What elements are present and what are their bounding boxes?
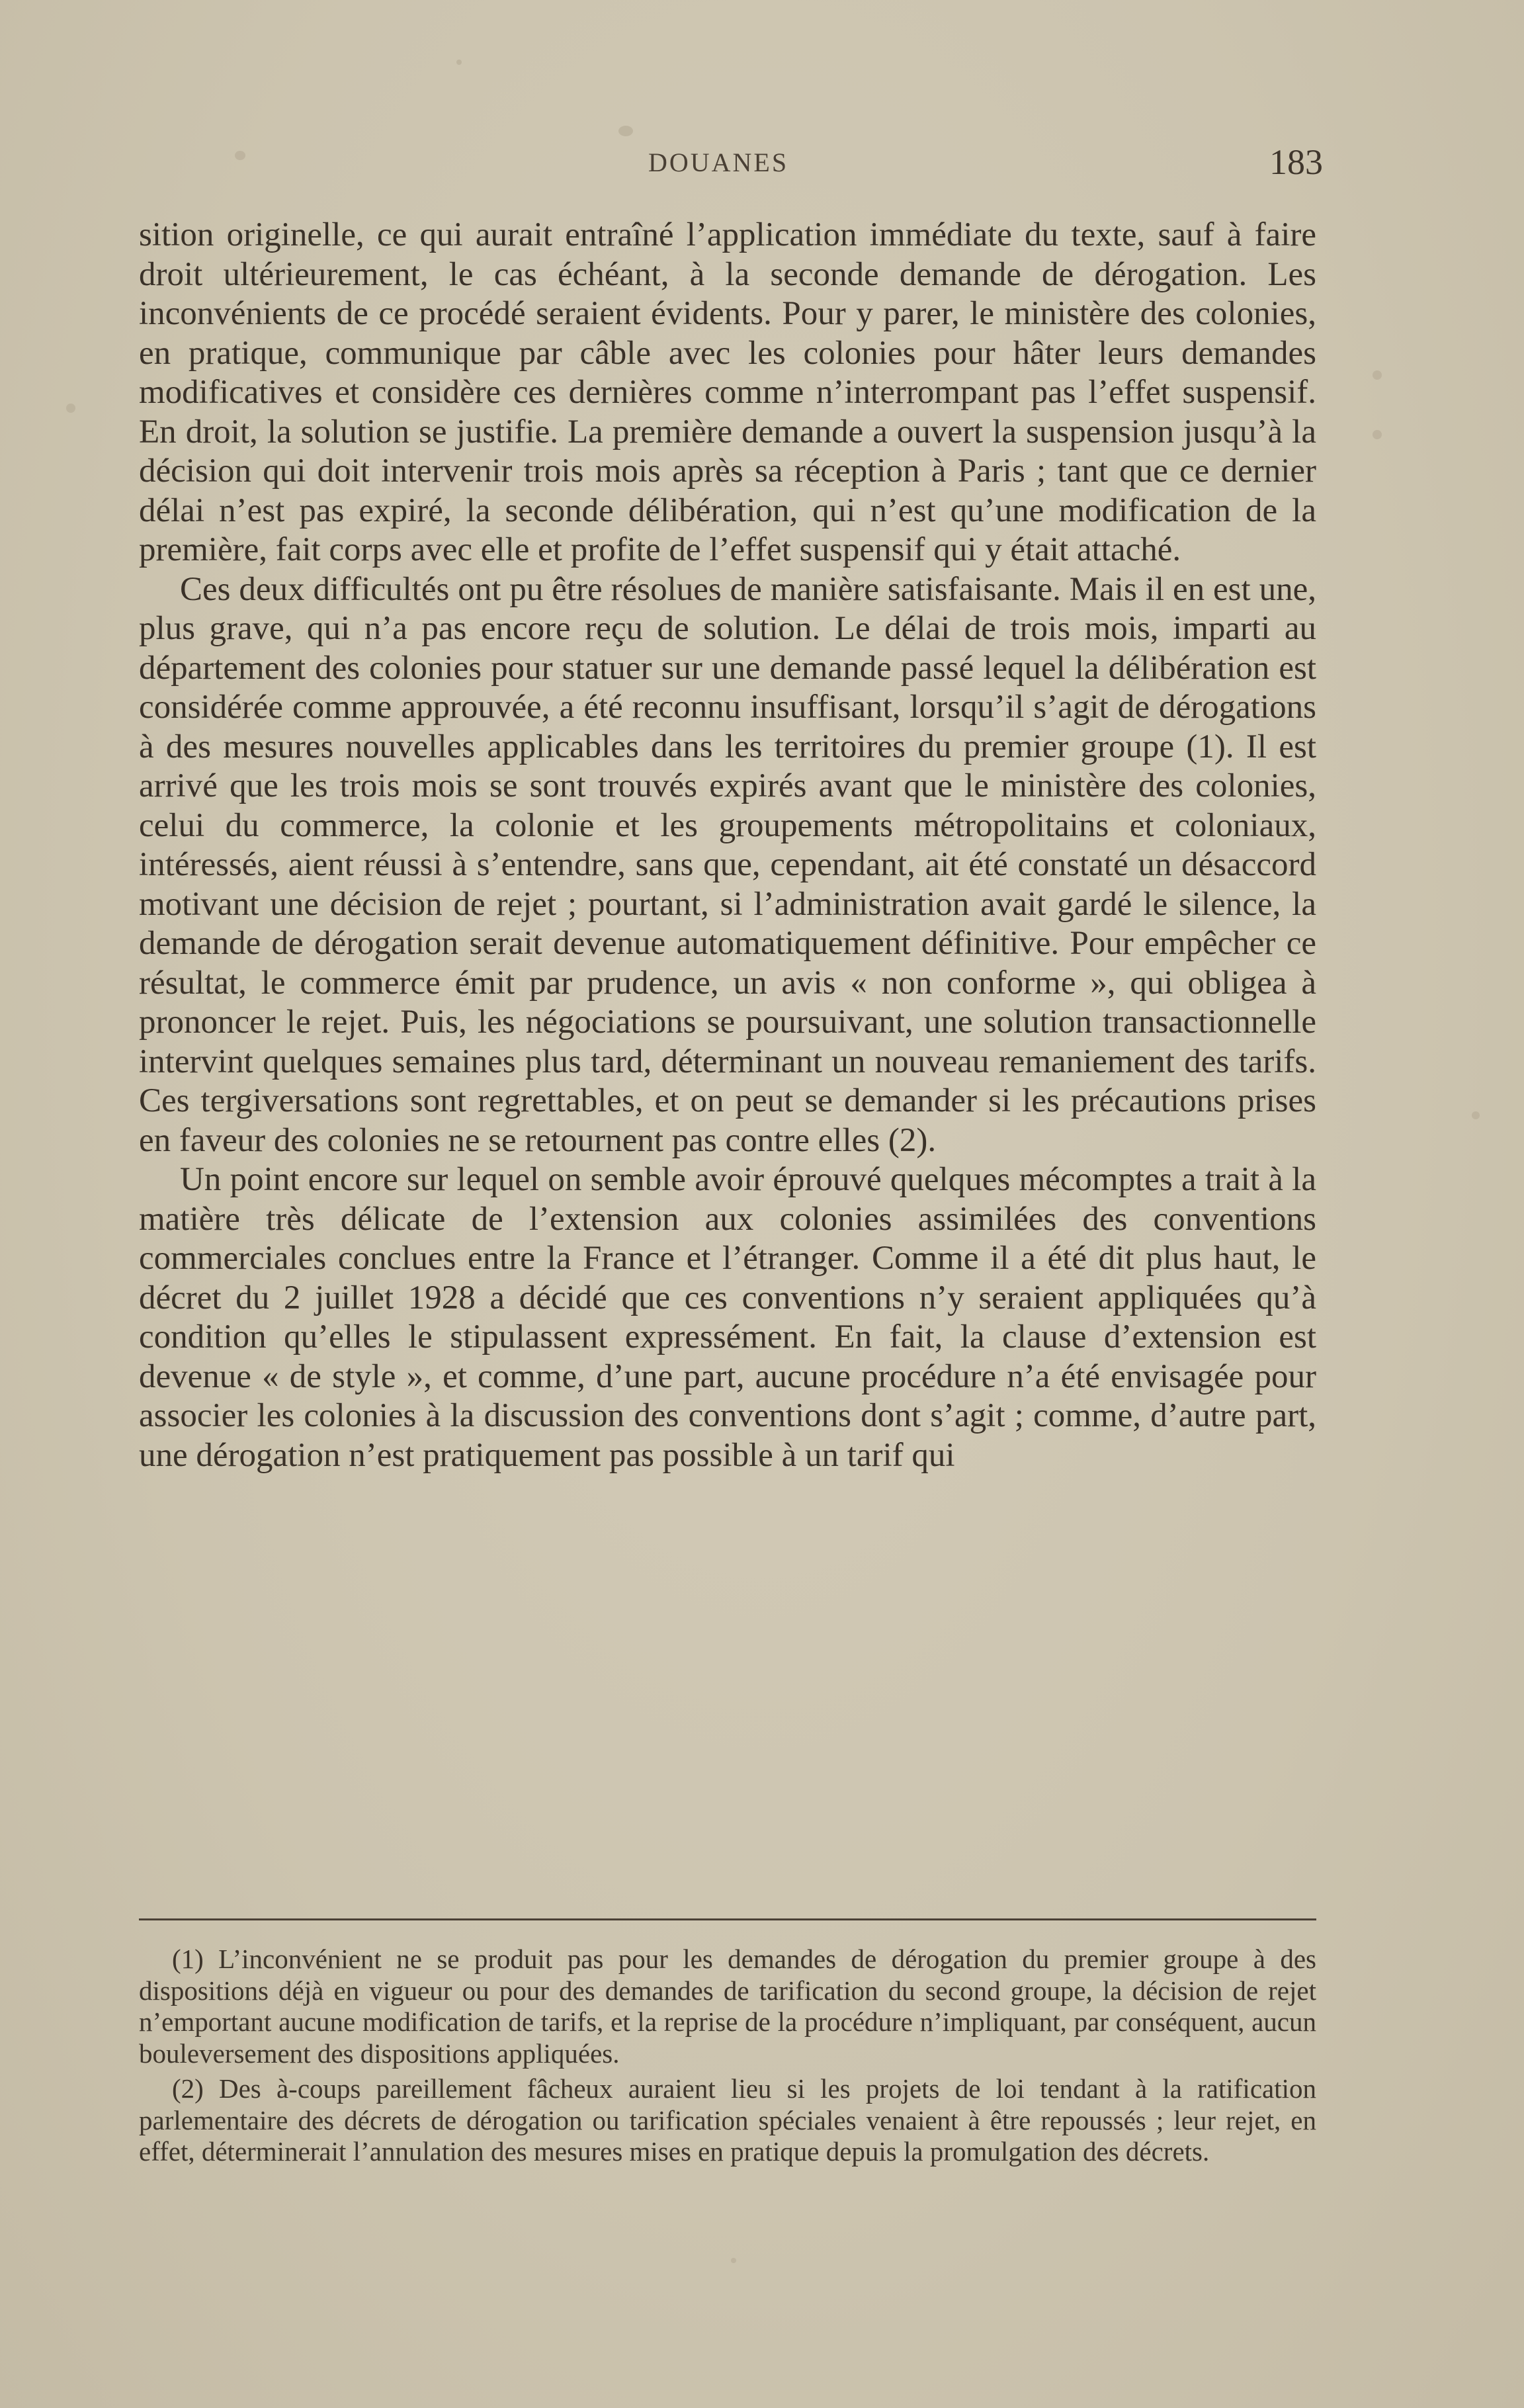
footnotes (139, 1944, 1316, 2172)
running-head (139, 144, 1323, 191)
paragraph-2: Ces deux difficultés ont pu être résolues de manière satisfaisante. Mais il en est une, plus grave, qui n’a pas encore reçu de solution. Le délai de trois mois, imparti au département des colonies pour statuer sur une demande passé lequel la délibération est considérée comme approuvée, a été reconnu insuffisant, lorsqu’il s’agit de dérogations à des mesures nouvelles applicables dans les territoires du premier groupe (1). Il est arrivé que les trois mois se sont trouvés expirés avant que le ministère des colonies, celui du commerce, la colonie et les groupements métropolitains et coloniaux, intéressés, aient réussi à s’entendre, sans que, cependant, ait été constaté un désaccord motivant une décision de rejet ; pourtant, si l’administration avait gardé le silence, la demande de dérogation serait devenue automatiquement définitive. Pour empêcher ce résultat, le commerce émit par prudence, un avis « non conforme », qui obligea à prononcer le rejet. Puis, les négociations se poursuivant, une solution transactionnelle intervint quelques semaines plus tard, déterminant un nouveau remaniement des tarifs. Ces tergiversations sont regrettables, et on peut se demander si les précautions prises en faveur des colonies ne se retournent pas contre elles (2). (139, 570, 1316, 1159)
paper-speck (456, 60, 462, 65)
paper-speck (1472, 1111, 1480, 1119)
footnote-rule (139, 1918, 1316, 1920)
body-text (139, 216, 1316, 1475)
paragraph-1: sition originelle, ce qui aurait entraîné l’application immédiate du texte, sauf à faire droit ultérieurement, le cas échéant, à la seconde demande de dérogation. Les inconvénients de ce procédé seraient évidents. Pour y parer, le ministère des colonies, en pratique, communique par câble avec les colonies pour hâter leurs demandes modificatives et considère ces dernières comme n’interrompant pas l’effet suspensif. En droit, la solution se justifie. La première demande a ouvert la suspension jusqu’à la décision qui doit intervenir trois mois après sa réception à Paris ; tant que ce dernier délai n’est pas expiré, la seconde délibération, qui n’est qu’une modification de la première, fait corps avec elle et profite de l’effet suspensif qui y était attaché. (139, 216, 1316, 568)
paper-speck (66, 404, 75, 413)
paper-speck (1373, 430, 1382, 439)
paper-speck (235, 151, 245, 160)
running-title: DOUANES (648, 148, 789, 177)
page-number: 183 (1269, 142, 1323, 182)
footnote-2: (2) Des à-coups pareillement fâcheux auraient lieu si les projets de loi tendant à la ratification parlementaire des décrets de dérogation ou tarification spéciales venaient à être repoussés ; leur rejet, en effet, déterminerait l’annulation des mesures mises en pratique depuis la promulgation des décrets. (139, 2073, 1316, 2167)
paper-speck (1373, 370, 1382, 380)
footnote-1: (1) L’inconvénient ne se produit pas pour les demandes de dérogation du premier groupe à des dispositions déjà en vigueur ou pour des demandes de tarification du second groupe, la décision de rejet n’emportant aucune modification de tarifs, et la reprise de la procédure n’impliquant, par conséquent, aucun bouleversement des dispositions appliquées. (139, 1944, 1316, 2069)
paragraph-3: Un point encore sur lequel on semble avoir éprouvé quelques mécomptes a trait à la matière très délicate de l’extension aux colonies assimilées des conventions commerciales conclues entre la France et l’étranger. Comme il a été dit plus haut, le décret du 2 juillet 1928 a décidé que ces conventions n’y seraient appliquées qu’à condition qu’elles le stipulassent expressément. En fait, la clause d’extension est devenue « de style », et comme, d’une part, aucune procédure n’a été envisagée pour associer les colonies à la discussion des conventions dont s’agit ; comme, d’autre part, une dérogation n’est pratiquement pas possible à un tarif qui (139, 1161, 1316, 1474)
paper-speck (618, 126, 633, 136)
paper-speck (731, 2258, 736, 2263)
